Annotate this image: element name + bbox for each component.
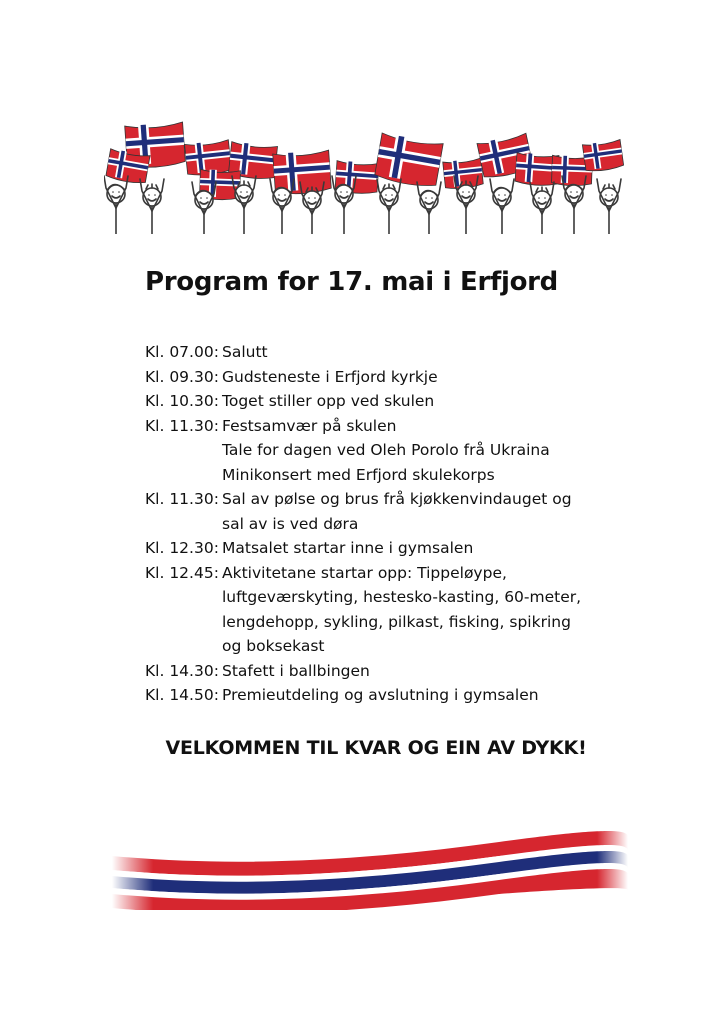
stick-figure-icon	[104, 176, 128, 234]
program-description-line: Festsamvær på skulen	[222, 416, 397, 435]
program-item	[145, 365, 615, 390]
program-time: Kl. 11.30:	[145, 416, 219, 435]
program-time: Kl. 09.30:	[145, 367, 219, 386]
program-description-line: Tale for dagen ved Oleh Porolo frå Ukraina	[222, 441, 550, 459]
program-description	[222, 561, 615, 659]
program-item	[145, 340, 615, 365]
stick-figure-icon	[530, 182, 554, 234]
program-description-line: lengdehopp, sykling, pilkast, fisking, spikring	[222, 612, 571, 631]
norwegian-flag-icon	[582, 139, 624, 172]
program-description	[222, 683, 615, 708]
program-description-line: Toget stiller opp ved skulen	[222, 392, 435, 410]
program-time: Kl. 12.45:	[145, 563, 219, 582]
program-description-line: og boksekast	[222, 637, 325, 655]
stick-figure-icon	[597, 179, 621, 234]
program-description	[222, 659, 615, 684]
program-description-line: sal av is ved døra	[222, 514, 359, 533]
program-description-line: Gudsteneste i Erfjord kyrkje	[222, 367, 438, 386]
program-description	[222, 365, 615, 390]
stick-figure-icon	[417, 182, 441, 234]
program-time: Kl. 14.30:	[145, 661, 219, 680]
program-description	[222, 487, 615, 536]
stick-figure-icon	[140, 179, 164, 234]
flag-ribbon-decoration	[112, 826, 628, 910]
welcome-message: VELKOMMEN TIL KVAR OG EIN AV DYKK!	[165, 737, 587, 759]
program-description-line: luftgeværskyting, hestesko-kasting, 60-meter,	[222, 588, 582, 606]
program-time: Kl. 11.30:	[145, 490, 219, 508]
program-time: Kl. 12.30:	[145, 539, 219, 557]
program-description-line: Aktivitetane startar opp: Tippeløype,	[222, 563, 507, 582]
program-description-line: Salutt	[222, 343, 268, 361]
stick-figure-icon	[490, 179, 514, 234]
program-description	[222, 536, 615, 561]
program-item	[145, 659, 615, 684]
program-item	[145, 536, 615, 561]
program-item	[145, 561, 615, 659]
program-item	[145, 389, 615, 414]
program-description	[222, 414, 615, 488]
page-title: Program for 17. mai i Erfjord	[145, 267, 558, 297]
program-time: Kl. 07.00:	[145, 343, 219, 361]
program-description-line: Matsalet startar inne i gymsalen	[222, 539, 474, 557]
program-description-line: Sal av pølse og brus frå kjøkkenvindauget og	[222, 490, 572, 508]
program-description	[222, 389, 615, 414]
program-list	[145, 340, 615, 708]
program-description-line: Stafett i ballbingen	[222, 661, 370, 680]
program-description-line: Minikonsert med Erfjord skulekorps	[222, 465, 495, 484]
ribbon-fade-overlay	[112, 826, 628, 910]
program-item	[145, 683, 615, 708]
program-description-line: Premieutdeling og avslutning i gymsalen	[222, 686, 539, 704]
program-time: Kl. 10.30:	[145, 392, 219, 410]
program-time: Kl. 14.50:	[145, 686, 219, 704]
program-item	[145, 414, 615, 488]
program-description	[222, 340, 615, 365]
stick-figure-icon	[377, 179, 401, 234]
norwegian-flag-icon	[374, 133, 443, 189]
program-item	[145, 487, 615, 536]
crowd-waving-flags-illustration	[104, 118, 624, 234]
